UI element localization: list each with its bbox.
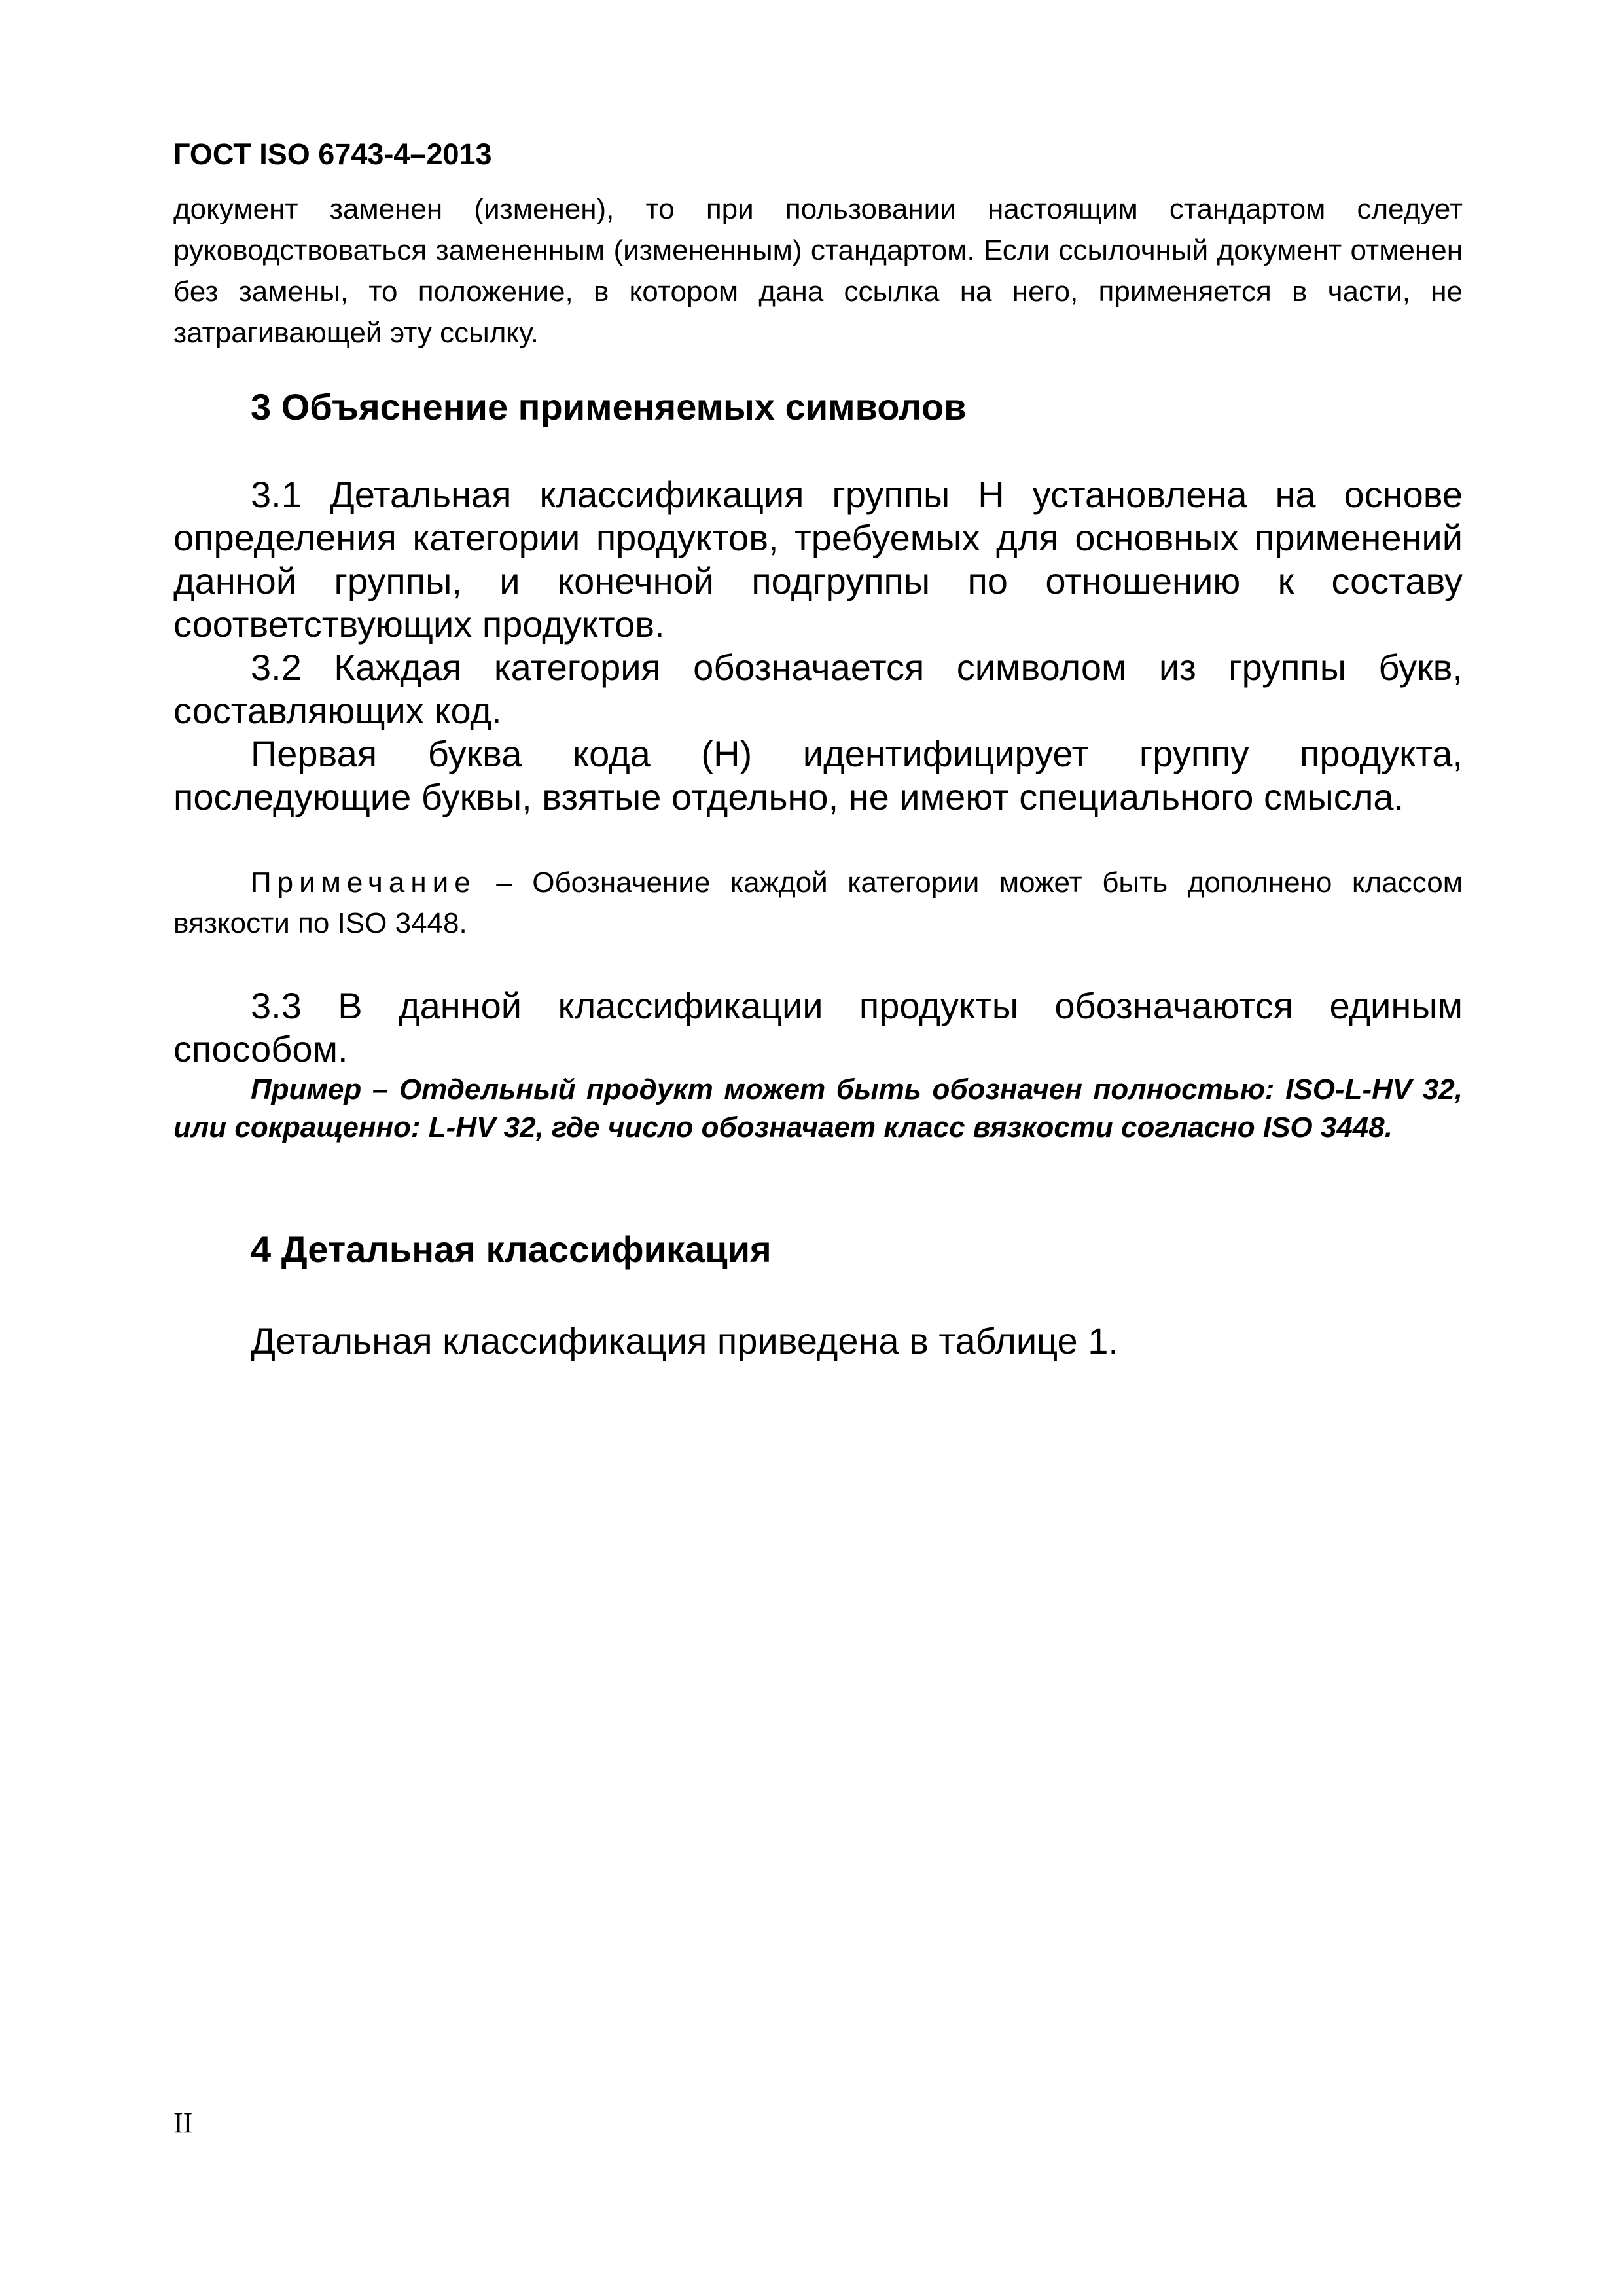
section-4-text: Детальная классификация приведена в таблице 1. <box>251 1320 1118 1361</box>
note-label: Примечание <box>251 867 476 899</box>
paragraph-3-2: 3.2 Каждая категория обозначается символом из группы букв, составляющих код. <box>173 647 1463 731</box>
paragraph-3-2-continued: Первая буква кода (Н) идентифицирует группу продукта, последующие буквы, взятые отдельно, не имеют специального смысла. <box>173 733 1463 817</box>
document-code-header: ГОСТ ISO 6743-4–2013 <box>173 137 492 171</box>
section-3-body <box>173 473 1463 819</box>
paragraph-3-1: 3.1 Детальная классификация группы Н установлена на основе определения категории продуктов, требуемых для основных применений данной группы, и конечной подгруппы по отношению к составу соответствующих продуктов. <box>173 474 1463 645</box>
example-paragraph: Пример – Отдельный продукт может быть обозначен полностью: ISO-L-HV 32, или сокращенно: L-HV 32, где число обозначает класс вязкости согласно ISO 3448. <box>173 1073 1463 1143</box>
intro-paragraph: документ заменен (изменен), то при пользовании настоящим стандартом следует руководствоваться замененным (измененным) стандартом. Если ссылочный документ отменен без замены, то положение, в котором дана ссылка на него, применяется в части, не затрагивающей эту ссылку. <box>173 193 1463 349</box>
section-3-heading: 3 Объяснение применяемых символов <box>251 386 967 427</box>
page-number: II <box>173 2107 193 2139</box>
paragraph-3-3: 3.3 В данной классификации продукты обозначаются единым способом. <box>173 985 1463 1069</box>
note-text: – Обозначение каждой категории может быть дополнено классом вязкости по ISO 3448. <box>173 867 1463 939</box>
section-3-3-body <box>173 984 1463 1071</box>
note-paragraph <box>173 863 1463 944</box>
section-4-heading: 4 Детальная классификация <box>251 1229 772 1270</box>
